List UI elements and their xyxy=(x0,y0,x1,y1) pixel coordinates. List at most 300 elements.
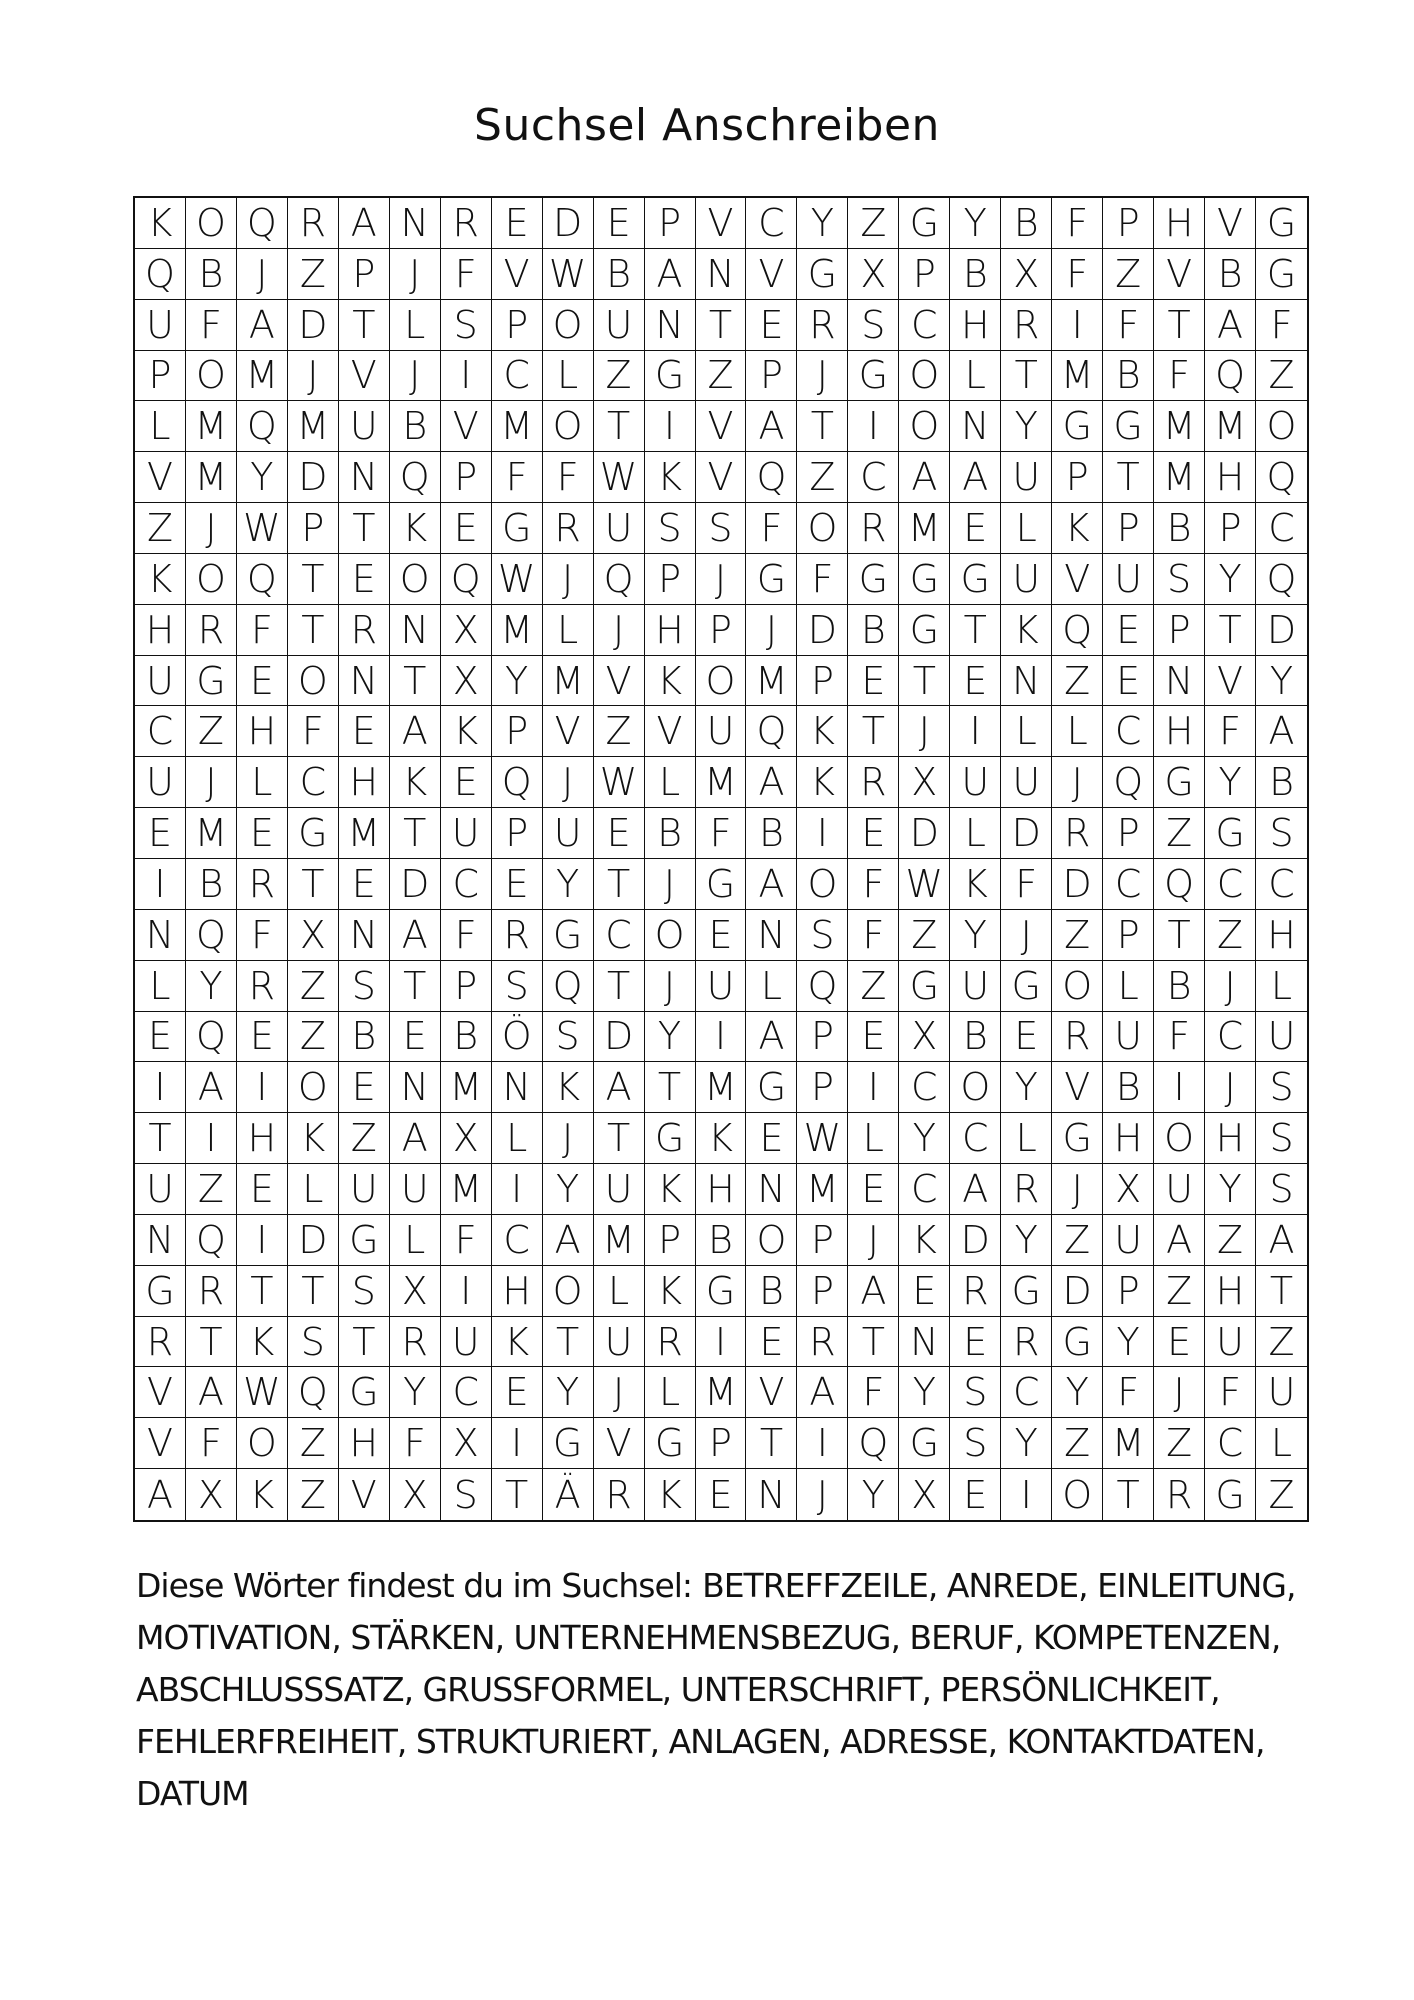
grid-cell: Y xyxy=(848,1469,899,1520)
grid-cell: J xyxy=(848,1215,899,1266)
grid-cell: Q xyxy=(746,706,797,757)
grid-cell: B xyxy=(390,401,441,452)
grid-cell: I xyxy=(186,1113,237,1164)
grid-cell: U xyxy=(696,961,747,1012)
grid-cell: M xyxy=(492,401,543,452)
grid-cell: P xyxy=(645,554,696,605)
grid-cell: V xyxy=(441,401,492,452)
grid-cell: J xyxy=(543,554,594,605)
grid-cell: D xyxy=(543,198,594,249)
grid-cell: S xyxy=(1256,808,1307,859)
grid-cell: R xyxy=(390,1317,441,1368)
grid-cell: Z xyxy=(1154,1266,1205,1317)
grid-cell: K xyxy=(645,1164,696,1215)
grid-cell: L xyxy=(135,961,186,1012)
grid-cell: B xyxy=(848,605,899,656)
grid-cell: K xyxy=(645,656,696,707)
grid-cell: L xyxy=(390,1215,441,1266)
grid-cell: A xyxy=(746,401,797,452)
grid-cell: L xyxy=(1256,1418,1307,1469)
grid-cell: M xyxy=(339,808,390,859)
grid-cell: P xyxy=(288,503,339,554)
grid-cell: R xyxy=(950,1266,1001,1317)
grid-cell: U xyxy=(441,808,492,859)
grid-cell: Z xyxy=(339,1113,390,1164)
grid-cell: B xyxy=(746,808,797,859)
grid-cell: R xyxy=(441,198,492,249)
grid-cell: E xyxy=(899,1266,950,1317)
grid-cell: P xyxy=(797,1062,848,1113)
grid-cell: L xyxy=(1103,961,1154,1012)
grid-cell: O xyxy=(1256,401,1307,452)
grid-cell: I xyxy=(696,1012,747,1063)
grid-cell: I xyxy=(950,706,1001,757)
grid-cell: Ö xyxy=(492,1012,543,1063)
grid-cell: U xyxy=(1103,1012,1154,1063)
grid-cell: E xyxy=(594,808,645,859)
grid-cell: J xyxy=(1205,961,1256,1012)
grid-cell: V xyxy=(135,1418,186,1469)
grid-cell: Z xyxy=(1256,351,1307,402)
grid-cell: S xyxy=(1256,1113,1307,1164)
grid-cell: H xyxy=(645,605,696,656)
grid-cell: U xyxy=(594,503,645,554)
grid-cell: T xyxy=(1154,300,1205,351)
grid-cell: F xyxy=(186,300,237,351)
grid-cell: Y xyxy=(1205,757,1256,808)
grid-cell: H xyxy=(950,300,1001,351)
grid-cell: X xyxy=(1103,1164,1154,1215)
grid-cell: G xyxy=(339,1215,390,1266)
grid-cell: E xyxy=(237,1164,288,1215)
grid-cell: X xyxy=(441,1418,492,1469)
grid-cell: T xyxy=(288,605,339,656)
grid-cell: E xyxy=(441,757,492,808)
grid-cell: Y xyxy=(492,656,543,707)
grid-cell: Y xyxy=(1256,656,1307,707)
grid-cell: Z xyxy=(848,961,899,1012)
grid-cell: F xyxy=(1103,300,1154,351)
grid-cell: C xyxy=(1001,1367,1052,1418)
grid-cell: M xyxy=(797,1164,848,1215)
grid-cell: J xyxy=(696,554,747,605)
grid-cell: G xyxy=(543,910,594,961)
grid-cell: C xyxy=(492,1215,543,1266)
grid-cell: L xyxy=(1052,706,1103,757)
grid-cell: N xyxy=(899,1317,950,1368)
grid-cell: P xyxy=(1103,503,1154,554)
grid-cell: Q xyxy=(1256,554,1307,605)
grid-cell: M xyxy=(186,401,237,452)
grid-cell: K xyxy=(237,1317,288,1368)
grid-cell: T xyxy=(746,1418,797,1469)
grid-cell: N xyxy=(645,300,696,351)
grid-cell: F xyxy=(1154,1012,1205,1063)
grid-cell: A xyxy=(135,1469,186,1520)
grid-cell: N xyxy=(339,910,390,961)
grid-cell: E xyxy=(492,198,543,249)
grid-cell: Q xyxy=(237,554,288,605)
grid-cell: X xyxy=(186,1469,237,1520)
grid-cell: Q xyxy=(1154,859,1205,910)
grid-cell: Y xyxy=(797,198,848,249)
grid-cell: Y xyxy=(950,198,1001,249)
grid-cell: O xyxy=(543,300,594,351)
grid-cell: F xyxy=(543,452,594,503)
grid-cell: P xyxy=(797,1215,848,1266)
grid-cell: L xyxy=(288,1164,339,1215)
grid-cell: H xyxy=(339,1418,390,1469)
grid-cell: G xyxy=(950,554,1001,605)
grid-cell: R xyxy=(594,1469,645,1520)
grid-cell: K xyxy=(797,757,848,808)
grid-cell: R xyxy=(1052,1012,1103,1063)
grid-cell: R xyxy=(1154,1469,1205,1520)
grid-cell: O xyxy=(288,656,339,707)
grid-cell: E xyxy=(848,808,899,859)
grid-cell: H xyxy=(492,1266,543,1317)
grid-cell: D xyxy=(288,1215,339,1266)
grid-cell: F xyxy=(746,503,797,554)
grid-cell: T xyxy=(339,1317,390,1368)
grid-cell: B xyxy=(645,808,696,859)
grid-cell: E xyxy=(1154,1317,1205,1368)
grid-cell: G xyxy=(797,249,848,300)
grid-cell: G xyxy=(339,1367,390,1418)
grid-cell: Z xyxy=(1052,1418,1103,1469)
grid-cell: A xyxy=(1256,706,1307,757)
grid-cell: J xyxy=(288,351,339,402)
grid-cell: J xyxy=(594,605,645,656)
grid-cell: B xyxy=(950,249,1001,300)
grid-cell: N xyxy=(135,910,186,961)
grid-cell: A xyxy=(339,198,390,249)
grid-cell: W xyxy=(237,1367,288,1418)
grid-cell: T xyxy=(390,808,441,859)
grid-cell: N xyxy=(746,910,797,961)
grid-cell: V xyxy=(492,249,543,300)
grid-cell: E xyxy=(492,859,543,910)
grid-cell: A xyxy=(1256,1215,1307,1266)
grid-cell: Y xyxy=(1001,1215,1052,1266)
grid-cell: J xyxy=(1001,910,1052,961)
grid-cell: F xyxy=(237,910,288,961)
grid-cell: B xyxy=(1205,249,1256,300)
grid-cell: L xyxy=(848,1113,899,1164)
grid-cell: I xyxy=(645,401,696,452)
grid-cell: F xyxy=(848,1367,899,1418)
grid-cell: X xyxy=(288,910,339,961)
grid-cell: H xyxy=(135,605,186,656)
grid-cell: E xyxy=(135,1012,186,1063)
grid-cell: R xyxy=(1052,808,1103,859)
grid-cell: I xyxy=(441,1266,492,1317)
grid-cell: B xyxy=(746,1266,797,1317)
grid-cell: P xyxy=(1103,808,1154,859)
grid-cell: O xyxy=(746,1215,797,1266)
grid-cell: R xyxy=(339,605,390,656)
grid-cell: Q xyxy=(186,1215,237,1266)
grid-cell: P xyxy=(1205,503,1256,554)
grid-cell: V xyxy=(696,198,747,249)
grid-cell: Y xyxy=(1001,1062,1052,1113)
grid-cell: F xyxy=(1001,859,1052,910)
grid-cell: D xyxy=(1001,808,1052,859)
grid-cell: U xyxy=(594,1164,645,1215)
grid-cell: M xyxy=(492,605,543,656)
grid-cell: H xyxy=(696,1164,747,1215)
grid-cell: M xyxy=(1103,1418,1154,1469)
grid-cell: O xyxy=(390,554,441,605)
grid-cell: F xyxy=(848,859,899,910)
grid-cell: N xyxy=(492,1062,543,1113)
grid-cell: U xyxy=(594,1317,645,1368)
grid-cell: P xyxy=(441,961,492,1012)
grid-cell: A xyxy=(594,1062,645,1113)
grid-cell: A xyxy=(746,757,797,808)
grid-cell: H xyxy=(1205,452,1256,503)
grid-cell: A xyxy=(950,1164,1001,1215)
grid-cell: B xyxy=(186,859,237,910)
grid-cell: D xyxy=(950,1215,1001,1266)
grid-cell: P xyxy=(1103,198,1154,249)
grid-cell: A xyxy=(186,1367,237,1418)
grid-cell: S xyxy=(696,503,747,554)
grid-cell: C xyxy=(899,1062,950,1113)
grid-cell: S xyxy=(848,300,899,351)
grid-cell: J xyxy=(594,1367,645,1418)
grid-cell: G xyxy=(1052,1317,1103,1368)
grid-cell: W xyxy=(594,452,645,503)
grid-cell: G xyxy=(746,554,797,605)
grid-cell: E xyxy=(950,1469,1001,1520)
grid-cell: N xyxy=(696,249,747,300)
grid-cell: C xyxy=(950,1113,1001,1164)
grid-cell: O xyxy=(1052,1469,1103,1520)
grid-cell: U xyxy=(339,401,390,452)
grid-cell: B xyxy=(441,1012,492,1063)
grid-cell: L xyxy=(645,757,696,808)
grid-cell: U xyxy=(1001,757,1052,808)
grid-cell: I xyxy=(492,1164,543,1215)
grid-cell: Q xyxy=(797,961,848,1012)
grid-cell: P xyxy=(645,198,696,249)
grid-cell: T xyxy=(288,554,339,605)
grid-cell: P xyxy=(797,1266,848,1317)
grid-cell: Q xyxy=(746,452,797,503)
grid-cell: Y xyxy=(543,1164,594,1215)
grid-cell: P xyxy=(441,452,492,503)
grid-cell: X xyxy=(1001,249,1052,300)
grid-cell: P xyxy=(1103,1266,1154,1317)
grid-cell: S xyxy=(441,300,492,351)
grid-cell: A xyxy=(1205,300,1256,351)
grid-cell: F xyxy=(1256,300,1307,351)
grid-cell: T xyxy=(1256,1266,1307,1317)
grid-cell: S xyxy=(441,1469,492,1520)
grid-cell: H xyxy=(339,757,390,808)
grid-cell: S xyxy=(950,1367,1001,1418)
grid-cell: N xyxy=(390,605,441,656)
grid-cell: L xyxy=(135,401,186,452)
grid-cell: M xyxy=(186,808,237,859)
grid-cell: J xyxy=(746,605,797,656)
word-list-intro: Diese Wörter findest du im Suchsel: xyxy=(136,1566,693,1605)
grid-cell: G xyxy=(1052,401,1103,452)
grid-cell: R xyxy=(848,503,899,554)
grid-cell: T xyxy=(390,656,441,707)
grid-cell: W xyxy=(492,554,543,605)
grid-cell: G xyxy=(899,554,950,605)
grid-cell: Z xyxy=(186,1164,237,1215)
grid-cell: V xyxy=(1052,1062,1103,1113)
grid-cell: V xyxy=(1205,656,1256,707)
grid-cell: Z xyxy=(1205,1215,1256,1266)
grid-cell: I xyxy=(696,1317,747,1368)
grid-cell: F xyxy=(1103,1367,1154,1418)
grid-cell: C xyxy=(1205,1012,1256,1063)
grid-cell: I xyxy=(848,1062,899,1113)
grid-cell: P xyxy=(1154,605,1205,656)
grid-cell: E xyxy=(135,808,186,859)
grid-cell: F xyxy=(797,554,848,605)
grid-cell: U xyxy=(1154,1164,1205,1215)
grid-cell: S xyxy=(1256,1062,1307,1113)
grid-cell: E xyxy=(594,198,645,249)
grid-cell: I xyxy=(1001,1469,1052,1520)
grid-cell: K xyxy=(135,198,186,249)
word-list xyxy=(136,1560,1316,1820)
grid-cell: E xyxy=(950,1317,1001,1368)
grid-cell: O xyxy=(186,554,237,605)
grid-cell: T xyxy=(1103,1469,1154,1520)
grid-cell: Z xyxy=(135,503,186,554)
grid-cell: R xyxy=(797,300,848,351)
grid-cell: T xyxy=(594,401,645,452)
grid-cell: P xyxy=(746,351,797,402)
grid-cell: A xyxy=(237,300,288,351)
grid-cell: G xyxy=(848,554,899,605)
grid-cell: Z xyxy=(848,198,899,249)
grid-cell: E xyxy=(339,706,390,757)
grid-cell: K xyxy=(899,1215,950,1266)
grid-cell: C xyxy=(441,859,492,910)
grid-cell: C xyxy=(594,910,645,961)
grid-cell: K xyxy=(135,554,186,605)
grid-cell: L xyxy=(1001,1113,1052,1164)
grid-cell: Z xyxy=(1154,1418,1205,1469)
grid-cell: K xyxy=(645,1266,696,1317)
grid-cell: K xyxy=(1001,605,1052,656)
grid-cell: U xyxy=(1256,1012,1307,1063)
grid-cell: T xyxy=(135,1113,186,1164)
grid-cell: A xyxy=(1154,1215,1205,1266)
grid-cell: F xyxy=(441,1215,492,1266)
grid-cell: Y xyxy=(950,910,1001,961)
grid-cell: L xyxy=(1001,503,1052,554)
grid-cell: T xyxy=(594,859,645,910)
grid-cell: P xyxy=(696,605,747,656)
grid-cell: C xyxy=(1256,503,1307,554)
grid-cell: V xyxy=(696,452,747,503)
grid-cell: B xyxy=(594,249,645,300)
page-title: Suchsel Anschreiben xyxy=(474,100,940,151)
grid-cell: J xyxy=(645,859,696,910)
grid-cell: A xyxy=(950,452,1001,503)
grid-cell: P xyxy=(339,249,390,300)
grid-cell: T xyxy=(848,1317,899,1368)
grid-cell: U xyxy=(1256,1367,1307,1418)
grid-cell: T xyxy=(899,656,950,707)
grid-cell: S xyxy=(339,961,390,1012)
grid-cell: L xyxy=(594,1266,645,1317)
grid-cell: B xyxy=(186,249,237,300)
grid-cell: Z xyxy=(1052,1215,1103,1266)
grid-cell: L xyxy=(1256,961,1307,1012)
grid-cell: F xyxy=(237,605,288,656)
grid-cell: V xyxy=(645,706,696,757)
grid-cell: Y xyxy=(645,1012,696,1063)
grid-cell: J xyxy=(186,503,237,554)
grid-cell: C xyxy=(135,706,186,757)
grid-cell: T xyxy=(950,605,1001,656)
grid-cell: G xyxy=(746,1062,797,1113)
grid-cell: Q xyxy=(1205,351,1256,402)
grid-cell: N xyxy=(339,656,390,707)
grid-cell: I xyxy=(1052,300,1103,351)
grid-cell: V xyxy=(1154,249,1205,300)
grid-cell: K xyxy=(696,1113,747,1164)
grid-cell: G xyxy=(899,1418,950,1469)
grid-cell: M xyxy=(543,656,594,707)
grid-cell: I xyxy=(237,1062,288,1113)
grid-cell: L xyxy=(543,351,594,402)
grid-cell: E xyxy=(390,1012,441,1063)
grid-cell: R xyxy=(543,503,594,554)
grid-cell: N xyxy=(746,1469,797,1520)
grid-cell: T xyxy=(797,401,848,452)
grid-cell: F xyxy=(441,910,492,961)
grid-cell: T xyxy=(696,300,747,351)
grid-cell: R xyxy=(186,605,237,656)
grid-cell: E xyxy=(1103,656,1154,707)
grid-cell: Y xyxy=(1103,1317,1154,1368)
grid-cell: Q xyxy=(594,554,645,605)
grid-cell: I xyxy=(492,1418,543,1469)
grid-cell: H xyxy=(1205,1266,1256,1317)
grid-cell: M xyxy=(1052,351,1103,402)
grid-cell: C xyxy=(1205,1418,1256,1469)
grid-cell: E xyxy=(237,808,288,859)
grid-cell: F xyxy=(390,1418,441,1469)
grid-cell: K xyxy=(1052,503,1103,554)
grid-cell: D xyxy=(899,808,950,859)
grid-cell: E xyxy=(492,1367,543,1418)
grid-cell: U xyxy=(135,1164,186,1215)
grid-cell: A xyxy=(645,249,696,300)
grid-cell: A xyxy=(390,1113,441,1164)
grid-cell: I xyxy=(1154,1062,1205,1113)
grid-cell: A xyxy=(186,1062,237,1113)
grid-cell: U xyxy=(696,706,747,757)
grid-cell: L xyxy=(746,961,797,1012)
grid-cell: N xyxy=(390,1062,441,1113)
grid-cell: O xyxy=(186,351,237,402)
grid-cell: Z xyxy=(594,706,645,757)
grid-cell: E xyxy=(696,1469,747,1520)
grid-cell: T xyxy=(339,503,390,554)
grid-cell: H xyxy=(1103,1113,1154,1164)
